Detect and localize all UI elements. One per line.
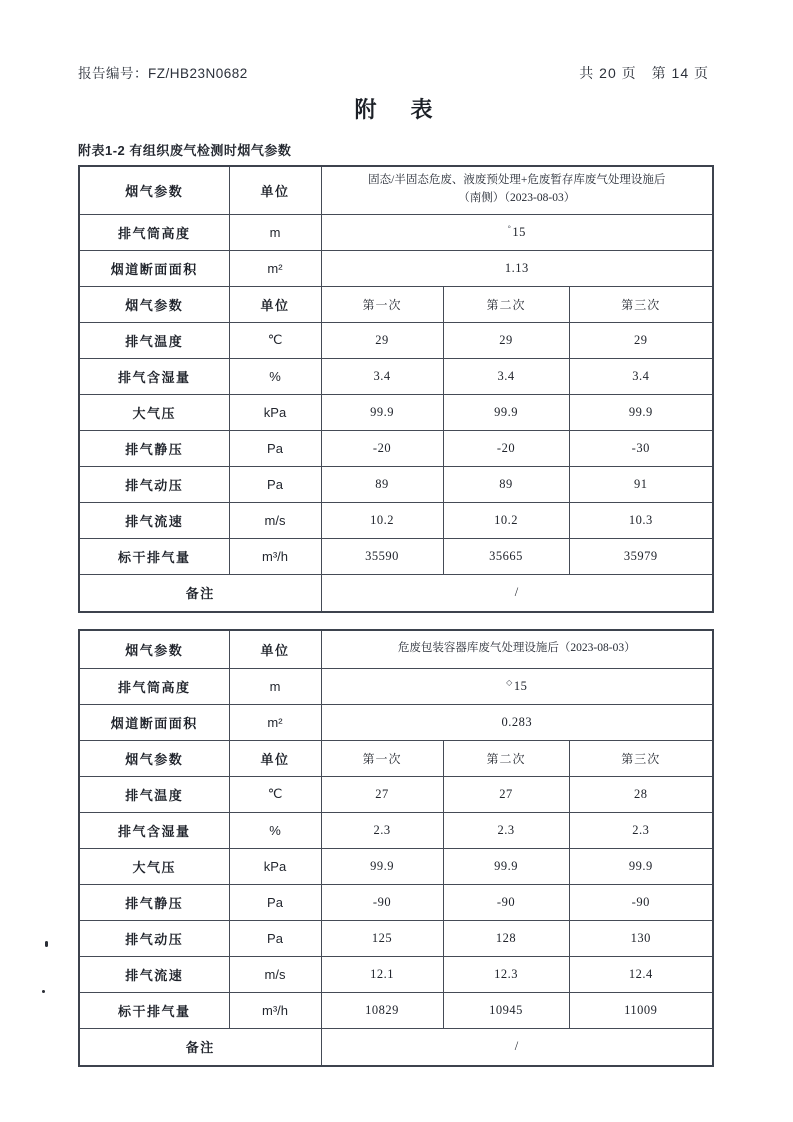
table-row xyxy=(79,740,713,776)
flue-gas-table-2 xyxy=(78,629,714,1067)
row-label: 排气流速 xyxy=(79,502,229,538)
cell-value: 28 xyxy=(569,776,713,812)
table-row xyxy=(79,502,713,538)
row-label: 排气动压 xyxy=(79,466,229,502)
table-row xyxy=(79,848,713,884)
report-number xyxy=(78,62,248,82)
table-row xyxy=(79,704,713,740)
table-row xyxy=(79,920,713,956)
stack-height-value: 15 xyxy=(512,225,526,240)
source-line-2: （南侧）（2023-08-03） xyxy=(458,192,576,205)
row-unit: Pa xyxy=(229,920,321,956)
row-label: 标干排气量 xyxy=(79,538,229,574)
cell-value: 89 xyxy=(321,466,443,502)
table-row xyxy=(79,394,713,430)
runs-header-unit: 单位 xyxy=(229,286,321,322)
row-label: 大气压 xyxy=(79,394,229,430)
row-label: 标干排气量 xyxy=(79,992,229,1028)
row-unit: m/s xyxy=(229,502,321,538)
row-unit: Pa xyxy=(229,430,321,466)
table-row xyxy=(79,776,713,812)
row-label: 排气温度 xyxy=(79,776,229,812)
cell-value: 10.3 xyxy=(569,502,713,538)
run-1-header: 第一次 xyxy=(321,740,443,776)
remark-label: 备注 xyxy=(79,574,321,612)
header-source xyxy=(321,630,713,668)
cell-value: 2.3 xyxy=(569,812,713,848)
table-caption: 附表1-2 有组织废气检测时烟气参数 xyxy=(78,143,292,158)
document-header xyxy=(0,0,793,83)
cell-value: 10829 xyxy=(321,992,443,1028)
cell-value: 99.9 xyxy=(321,848,443,884)
row-value xyxy=(321,668,713,704)
scan-artifact-mark xyxy=(45,941,48,947)
cell-value: 29 xyxy=(321,322,443,358)
cell-value: 29 xyxy=(569,322,713,358)
cell-value: 99.9 xyxy=(569,848,713,884)
cell-value: 35590 xyxy=(321,538,443,574)
page-counter: 共 20 页 第 14 页 xyxy=(579,65,709,81)
row-unit: Pa xyxy=(229,466,321,502)
table-row xyxy=(79,466,713,502)
report-number-label: 报告编号： xyxy=(78,66,148,81)
duct-area-value: 0.283 xyxy=(321,704,713,740)
row-unit: m/s xyxy=(229,956,321,992)
row-unit: m² xyxy=(229,250,321,286)
cell-value: 35665 xyxy=(443,538,569,574)
row-label: 大气压 xyxy=(79,848,229,884)
remark-value: / xyxy=(321,1028,713,1066)
row-unit: Pa xyxy=(229,884,321,920)
cell-value: 10945 xyxy=(443,992,569,1028)
header-source xyxy=(321,166,713,214)
table-row xyxy=(79,668,713,704)
remark-value: / xyxy=(321,574,713,612)
cell-value: 27 xyxy=(321,776,443,812)
cell-value: 29 xyxy=(443,322,569,358)
run-3-header: 第三次 xyxy=(569,286,713,322)
row-label: 排气含湿量 xyxy=(79,812,229,848)
table-row xyxy=(79,630,713,668)
cell-value: 2.3 xyxy=(443,812,569,848)
table-row xyxy=(79,214,713,250)
table-row xyxy=(79,884,713,920)
cell-value: 3.4 xyxy=(569,358,713,394)
table-row xyxy=(79,322,713,358)
cell-value: 99.9 xyxy=(443,394,569,430)
source-line-1: 固态/半固态危废、液废预处理+危废暂存库废气处理设施后 xyxy=(368,174,666,187)
row-unit: % xyxy=(229,358,321,394)
cell-value: 10.2 xyxy=(443,502,569,538)
row-unit: ℃ xyxy=(229,776,321,812)
row-label: 排气筒高度 xyxy=(79,214,229,250)
cell-value: 125 xyxy=(321,920,443,956)
stack-height-value: 15 xyxy=(513,679,528,694)
cell-value: 27 xyxy=(443,776,569,812)
stamp-mark: ° xyxy=(507,223,512,233)
cell-value: 12.3 xyxy=(443,956,569,992)
row-unit: % xyxy=(229,812,321,848)
cell-value: -20 xyxy=(321,430,443,466)
cell-value: -30 xyxy=(569,430,713,466)
table-row xyxy=(79,430,713,466)
cell-value: 99.9 xyxy=(569,394,713,430)
remark-label: 备注 xyxy=(79,1028,321,1066)
cell-value: -90 xyxy=(321,884,443,920)
duct-area-value: 1.13 xyxy=(321,250,713,286)
header-unit: 单位 xyxy=(229,166,321,214)
runs-header-unit: 单位 xyxy=(229,740,321,776)
header-param: 烟气参数 xyxy=(79,630,229,668)
table-row xyxy=(79,538,713,574)
cell-value: 91 xyxy=(569,466,713,502)
source-line-1: 危废包装容器库废气处理设施后（2023-08-03） xyxy=(397,642,636,655)
cell-value: 130 xyxy=(569,920,713,956)
row-label: 排气静压 xyxy=(79,884,229,920)
header-unit: 单位 xyxy=(229,630,321,668)
row-unit: m xyxy=(229,668,321,704)
row-label: 排气温度 xyxy=(79,322,229,358)
row-value xyxy=(321,214,713,250)
table-row xyxy=(79,286,713,322)
cell-value: -90 xyxy=(569,884,713,920)
row-label: 排气筒高度 xyxy=(79,668,229,704)
table-row xyxy=(79,358,713,394)
run-3-header: 第三次 xyxy=(569,740,713,776)
table-row xyxy=(79,574,713,612)
cell-value: 99.9 xyxy=(321,394,443,430)
cell-value: -20 xyxy=(443,430,569,466)
row-label: 排气含湿量 xyxy=(79,358,229,394)
page-title: 附 表 xyxy=(354,97,439,122)
table-row xyxy=(79,992,713,1028)
cell-value: 10.2 xyxy=(321,502,443,538)
row-label: 排气静压 xyxy=(79,430,229,466)
row-unit: ℃ xyxy=(229,322,321,358)
run-1-header: 第一次 xyxy=(321,286,443,322)
cell-value: 3.4 xyxy=(321,358,443,394)
row-label: 排气流速 xyxy=(79,956,229,992)
row-label: 烟道断面面积 xyxy=(79,250,229,286)
runs-header-param: 烟气参数 xyxy=(79,740,229,776)
row-unit: kPa xyxy=(229,848,321,884)
flue-gas-table-1 xyxy=(78,165,714,613)
row-unit: kPa xyxy=(229,394,321,430)
scan-artifact-dot xyxy=(42,990,45,993)
cell-value: 3.4 xyxy=(443,358,569,394)
row-unit: m³/h xyxy=(229,538,321,574)
row-label: 烟道断面面积 xyxy=(79,704,229,740)
row-unit: m² xyxy=(229,704,321,740)
table-row xyxy=(79,956,713,992)
cell-value: 128 xyxy=(443,920,569,956)
cell-value: 99.9 xyxy=(443,848,569,884)
stamp-mark: ◇ xyxy=(506,677,513,687)
table-row xyxy=(79,1028,713,1066)
runs-header-param: 烟气参数 xyxy=(79,286,229,322)
cell-value: 12.1 xyxy=(321,956,443,992)
report-number-value: FZ/HB23N0682 xyxy=(148,66,248,81)
cell-value: 35979 xyxy=(569,538,713,574)
cell-value: 12.4 xyxy=(569,956,713,992)
table-row xyxy=(79,250,713,286)
table-row xyxy=(79,812,713,848)
cell-value: 2.3 xyxy=(321,812,443,848)
cell-value: -90 xyxy=(443,884,569,920)
run-2-header: 第二次 xyxy=(443,286,569,322)
cell-value: 89 xyxy=(443,466,569,502)
row-unit: m³/h xyxy=(229,992,321,1028)
row-unit: m xyxy=(229,214,321,250)
header-param: 烟气参数 xyxy=(79,166,229,214)
run-2-header: 第二次 xyxy=(443,740,569,776)
row-label: 排气动压 xyxy=(79,920,229,956)
cell-value: 11009 xyxy=(569,992,713,1028)
table-row xyxy=(79,166,713,214)
